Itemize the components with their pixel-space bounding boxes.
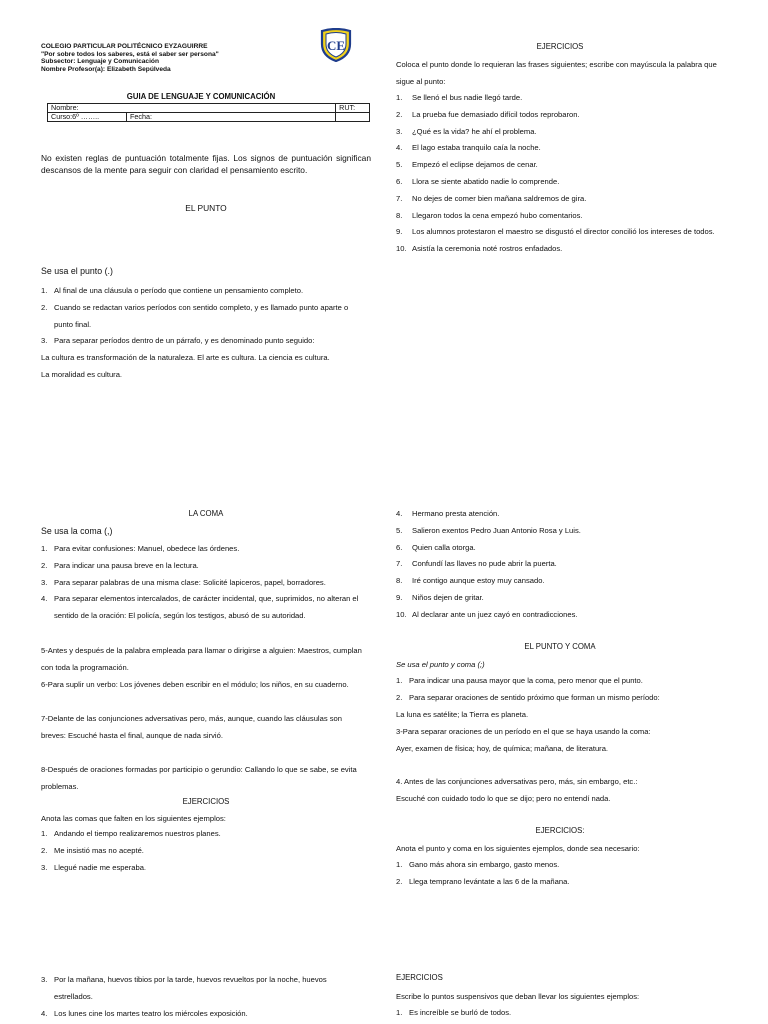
list-number: 2. bbox=[396, 109, 403, 119]
punto-y-coma-example-2: La luna es satélite; la Tierra es planeta. bbox=[396, 710, 529, 719]
el-punto-title: EL PUNTO bbox=[185, 203, 227, 213]
list-number: 5. bbox=[396, 160, 403, 170]
punto-exercise-item bbox=[396, 208, 726, 225]
list-text: Para evitar confusiones: Manuel, obedece las órdenes. bbox=[54, 544, 240, 553]
list-number: 8. bbox=[396, 576, 403, 586]
punto-y-coma-example-3: Ayer, examen de física; hoy, de química; mañana, de literatura. bbox=[396, 744, 609, 753]
list-number: 2. bbox=[41, 845, 48, 855]
list-text: ¿Qué es la vida? he ahí el problema. bbox=[412, 126, 537, 136]
la-coma-rules bbox=[41, 541, 363, 625]
punto-y-coma-exercises-instruction: Anota el punto y coma en los siguientes ejemplos, donde sea necesario: bbox=[396, 844, 640, 853]
list-text: Llegué nadie me esperaba. bbox=[54, 862, 147, 872]
punto-exercise-item bbox=[396, 241, 726, 258]
list-number: 3. bbox=[41, 975, 48, 984]
list-text: Para separar oraciones de sentido próximo que forman un mismo período: bbox=[409, 692, 660, 702]
list-number: 1. bbox=[41, 829, 48, 838]
la-coma-exercises-instruction: Anota las comas que falten en los siguientes ejemplos: bbox=[41, 814, 226, 823]
list-text: Quien calla otorga. bbox=[412, 542, 476, 552]
coma-rule-item bbox=[41, 558, 363, 575]
puntos-suspensivos-title: EJERCICIOS bbox=[396, 973, 443, 982]
list-number: 5. bbox=[396, 525, 403, 535]
punto-exercise-item bbox=[396, 174, 726, 191]
coma-exercise-item bbox=[396, 607, 726, 624]
pyc-exercise-item bbox=[396, 857, 726, 874]
punto-y-coma-uses-heading: Se usa el punto y coma (;) bbox=[396, 660, 485, 669]
list-text: La prueba fue demasiado difícil todos reprobaron. bbox=[412, 109, 580, 119]
school-name: COLEGIO PARTICULAR POLITÉCNICO EYZAGUIRRE bbox=[41, 43, 208, 50]
el-punto-uses-heading: Se usa el punto (.) bbox=[41, 266, 113, 276]
list-text: Llegaron todos la cena empezó hubo comentarios. bbox=[412, 210, 583, 220]
list-number: 2. bbox=[41, 302, 48, 312]
list-text: Llora se siente abatido nadie lo comprende. bbox=[412, 176, 560, 186]
list-text: Para separar palabras de una misma clase: Solicité lapiceros, papel, borradores. bbox=[54, 577, 326, 587]
rut-field[interactable]: RUT: bbox=[336, 104, 370, 113]
list-text: Salieron exentos Pedro Juan Antonio Rosa y Luis. bbox=[412, 525, 581, 535]
pyc-rule-item bbox=[396, 673, 726, 690]
list-number: 6. bbox=[396, 176, 403, 186]
list-number: 1. bbox=[396, 93, 403, 102]
name-field[interactable]: Nombre: bbox=[48, 104, 336, 113]
list-number: 9. bbox=[396, 227, 403, 237]
puntos-suspensivos-instruction: Escribe lo puntos suspensivos que deban llevar los siguientes ejemplos: bbox=[396, 992, 640, 1001]
punto-rule-item bbox=[41, 283, 361, 300]
coma-exercise-item bbox=[396, 540, 726, 557]
list-text: Para indicar una pausa mayor que la coma, pero menor que el punto. bbox=[409, 676, 643, 685]
list-text: Cuando se redactan varios períodos con sentido completo, y es llamado punto aparte o punto final. bbox=[54, 302, 349, 329]
list-text: Iré contigo aunque estoy muy cansado. bbox=[412, 576, 545, 586]
punto-y-coma-exercises-title: EJERCICIOS: bbox=[535, 826, 585, 835]
list-number: 3. bbox=[41, 577, 48, 587]
list-number: 2. bbox=[396, 876, 403, 886]
la-coma-rule-6: 6-Para suplir un verbo: Los jóvenes deben escribir en el módulo; los niños, en su cuaderno. bbox=[41, 680, 349, 689]
list-number: 8. bbox=[396, 210, 403, 220]
punto-y-coma-rule-3: 3-Para separar oraciones de un período en el que se haya usando la coma: bbox=[396, 727, 651, 736]
coma-exercise-item bbox=[41, 843, 363, 860]
pyc-rule-item bbox=[396, 690, 726, 707]
ejercicios-punto-list bbox=[396, 90, 726, 258]
list-text: Para separar elementos intercalados, de carácter incidental, que, suprimidos, no alteran el sentido de la oración: El policía, según los testigos, abusó de su autoridad. bbox=[54, 594, 359, 621]
coma-rule-item bbox=[41, 591, 363, 625]
list-text: Para separar períodos dentro de un párrafo, y es denominado punto seguido: bbox=[54, 336, 315, 346]
list-number: 6. bbox=[396, 542, 403, 552]
guide-title: GUIA DE LENGUAJE Y COMUNICACIÓN bbox=[126, 92, 276, 101]
student-form bbox=[47, 103, 370, 122]
list-text: Se llenó el bus nadie llegó tarde. bbox=[412, 93, 523, 102]
list-number: 10. bbox=[396, 609, 407, 619]
punto-y-coma-exercises bbox=[396, 857, 726, 891]
school-motto: "Por sobre todos los saberes, está el saber ser persona" bbox=[41, 50, 219, 58]
la-coma-title: LA COMA bbox=[188, 509, 224, 518]
list-number: 1. bbox=[396, 860, 403, 869]
coma-exercise-item bbox=[41, 860, 363, 877]
punto-y-coma-rule-4: 4. Antes de las conjunciones adversativas pero, más, sin embargo, etc.: bbox=[396, 777, 638, 786]
list-text: Asistía la ceremonia noté rostros enfadados. bbox=[412, 244, 563, 254]
course-field[interactable]: Curso:6º …….. bbox=[48, 113, 127, 122]
punto-exercise-item bbox=[396, 90, 726, 107]
punto-exercise-item bbox=[396, 124, 726, 141]
list-text: Al final de una cláusula o período que contiene un pensamiento completo. bbox=[54, 286, 304, 295]
list-text: Gano más ahora sin embargo, gasto menos. bbox=[409, 860, 560, 869]
list-number: 4. bbox=[396, 509, 403, 518]
ejercicios-punto-instruction: Coloca el punto donde lo requieran las frases siguientes; escribe con mayúscula la palabra que sigue al punto: bbox=[396, 60, 717, 86]
punto-y-coma-title: EL PUNTO Y COMA bbox=[524, 642, 596, 651]
list-number: 9. bbox=[396, 592, 403, 602]
coma-exercise-item bbox=[41, 826, 363, 843]
list-text: Los lunes cine los martes teatro los miércoles exposición. bbox=[54, 1008, 248, 1018]
coma-rule-item bbox=[41, 541, 363, 558]
list-text: Niños dejen de gritar. bbox=[412, 592, 484, 602]
list-text: No dejes de comer bien mañana saldremos de gira. bbox=[412, 193, 587, 203]
list-number: 4. bbox=[41, 594, 48, 604]
list-text: Confundí las llaves no pude abrir la puerta. bbox=[412, 559, 557, 569]
punto-rule-item bbox=[41, 333, 361, 350]
punto-exercise-item bbox=[396, 157, 726, 174]
list-text: Para indicar una pausa breve en la lectura. bbox=[54, 560, 199, 570]
list-number: 3. bbox=[396, 126, 403, 136]
logo-letters: CE bbox=[326, 38, 346, 53]
list-text: El lago estaba tranquilo caía la noche. bbox=[412, 143, 541, 153]
punto-y-coma-example-4: Escuché con cuidado todo lo que se dijo; pero no entendí nada. bbox=[396, 794, 611, 803]
list-number: 1. bbox=[41, 544, 48, 553]
la-coma-exercises-continued bbox=[396, 506, 726, 624]
list-number: 1. bbox=[396, 676, 403, 685]
punto-exercise-item bbox=[396, 107, 726, 124]
punto-exercise-item bbox=[396, 224, 726, 241]
list-text: Hermano presta atención. bbox=[412, 509, 500, 518]
list-number: 1. bbox=[41, 286, 48, 295]
coma-exercise-item bbox=[396, 506, 726, 523]
teacher-line: Nombre Profesor(a): Elizabeth Sepúlveda bbox=[41, 65, 171, 73]
list-number: 3. bbox=[41, 862, 48, 872]
el-punto-rules bbox=[41, 283, 361, 350]
puntos-suspensivos-list bbox=[396, 1005, 726, 1022]
list-text: Es increíble se burló de todos. bbox=[409, 1008, 512, 1017]
list-number: 7. bbox=[396, 193, 403, 203]
list-number: 3. bbox=[41, 336, 48, 346]
punto-y-coma-rules bbox=[396, 673, 726, 707]
suspensivos-exercise-item bbox=[396, 1005, 726, 1022]
coma-exercise-item bbox=[396, 573, 726, 590]
list-text: Llega temprano levántate a las 6 de la mañana. bbox=[409, 876, 570, 886]
blank-cell[interactable] bbox=[336, 113, 370, 122]
la-coma-exercises-title: EJERCICIOS bbox=[182, 797, 230, 806]
coma-exercise-item bbox=[396, 590, 726, 607]
list-number: 2. bbox=[396, 692, 403, 702]
date-field[interactable]: Fecha: bbox=[127, 113, 336, 122]
intro-paragraph: No existen reglas de puntuación totalmente fijas. Los signos de puntuación significan descansos de la mente para seguir con claridad el pensamiento escrito. bbox=[41, 153, 371, 175]
list-text: Me insistió mas no acepté. bbox=[54, 845, 144, 855]
la-coma-uses-heading: Se usa la coma (,) bbox=[41, 526, 113, 536]
list-text: Los alumnos protestaron el maestro se disgustó el director concilió los intereses de todos. bbox=[412, 227, 715, 237]
la-coma-rule-8: 8-Después de oraciones formadas por participio o gerundio: Callando lo que se sabe, se evita problemas. bbox=[41, 765, 357, 791]
la-coma-rule-7: 7-Delante de las conjunciones adversativas pero, más, aunque, cuando las cláusulas son breves: Escuché hasta el final, aunque de nada sirvió. bbox=[41, 714, 342, 740]
list-number: 4. bbox=[41, 1008, 48, 1018]
shield-icon bbox=[318, 28, 354, 62]
punto-y-coma-exercises-continued bbox=[41, 972, 363, 1022]
list-number: 2. bbox=[41, 560, 48, 570]
punto-exercise-item bbox=[396, 191, 726, 208]
pyc-exercise-item bbox=[41, 972, 363, 1006]
la-coma-exercises bbox=[41, 826, 363, 876]
list-text: Al declarar ante un juez cayó en contradicciones. bbox=[412, 609, 578, 619]
list-text: Empezó el eclipse dejamos de cenar. bbox=[412, 160, 538, 170]
list-number: 10. bbox=[396, 244, 407, 254]
header-block bbox=[41, 43, 321, 73]
list-text: Andando el tiempo realizaremos nuestros planes. bbox=[54, 829, 221, 838]
coma-rule-item bbox=[41, 575, 363, 592]
coma-exercise-item bbox=[396, 556, 726, 573]
list-number: 1. bbox=[396, 1008, 403, 1017]
pyc-exercise-item bbox=[41, 1006, 363, 1023]
el-punto-example-2: La moralidad es cultura. bbox=[41, 370, 123, 379]
coma-exercise-item bbox=[396, 523, 726, 540]
school-logo bbox=[318, 28, 354, 62]
pyc-exercise-item bbox=[396, 874, 726, 891]
list-number: 4. bbox=[396, 143, 403, 153]
punto-rule-item bbox=[41, 300, 361, 334]
la-coma-rule-5: 5-Antes y después de la palabra empleada para llamar o dirigirse a alguien: Maestros, cumplan con toda la programación. bbox=[41, 646, 362, 672]
el-punto-example-1: La cultura es transformación de la naturaleza. El arte es cultura. La ciencia es cultura. bbox=[41, 353, 330, 362]
ejercicios-punto-title: EJERCICIOS bbox=[536, 42, 584, 51]
list-number: 7. bbox=[396, 559, 403, 569]
punto-exercise-item bbox=[396, 140, 726, 157]
subject-line: Subsector: Lenguaje y Comunicación bbox=[41, 58, 159, 66]
list-text: Por la mañana, huevos tibios por la tarde, huevos revueltos por la noche, huevos estrellados. bbox=[54, 975, 327, 1001]
